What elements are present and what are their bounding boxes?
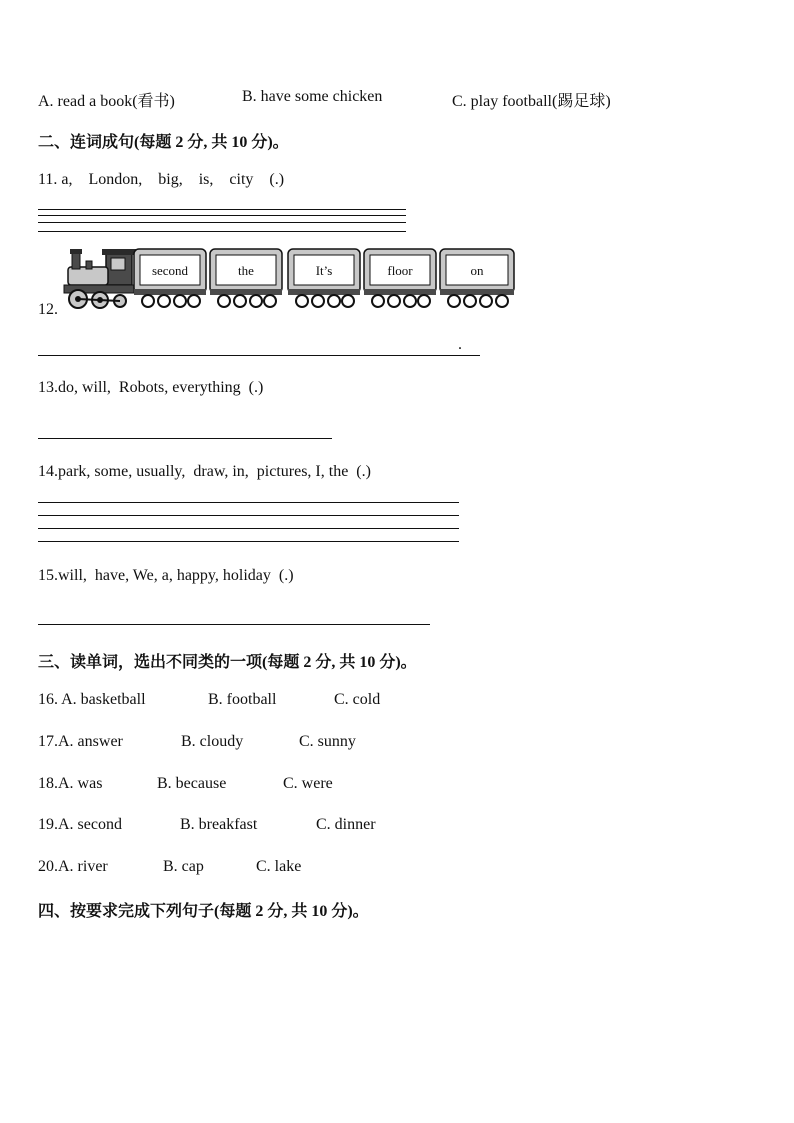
answer-line[interactable]	[38, 209, 406, 210]
answer-line[interactable]	[38, 438, 332, 439]
q20-option-c: C. lake	[256, 858, 302, 875]
q17-option-b: B. cloudy	[181, 733, 244, 750]
q18-option-a: 18.A. was	[38, 775, 103, 792]
question-11: 11. a, London, big, is, city (.)	[38, 171, 285, 188]
train-car	[288, 249, 360, 307]
option-b: B. have some chicken	[242, 88, 383, 105]
q18-option-b: B. because	[157, 775, 227, 792]
question-12-period: .	[458, 336, 462, 353]
option-c: C. play football(踢足球)	[452, 93, 611, 110]
section3-heading: 三、读单词，选出不同类的一项(每题 2 分, 共 10 分)。	[38, 654, 417, 671]
q19-option-b: B. breakfast	[180, 816, 258, 833]
train-car	[134, 249, 206, 307]
answer-line[interactable]	[38, 528, 459, 529]
answer-line[interactable]	[38, 624, 430, 625]
q19-option-a: 19.A. second	[38, 816, 122, 833]
q18-option-c: C. were	[283, 775, 333, 792]
train-car-word: It’s	[315, 263, 333, 278]
q16-option-c: C. cold	[334, 691, 381, 708]
answer-line[interactable]	[38, 231, 406, 232]
q16-option-a: 16. A. basketball	[38, 691, 146, 708]
answer-line[interactable]	[38, 355, 480, 356]
option-a: A. read a book(看书)	[38, 93, 175, 110]
answer-line[interactable]	[38, 222, 406, 223]
train-car-word: on	[470, 263, 484, 278]
q20-option-a: 20.A. river	[38, 858, 108, 875]
q19-option-c: C. dinner	[316, 816, 376, 833]
question-12-number: 12.	[38, 301, 58, 318]
train-car	[364, 249, 436, 307]
section2-heading: 二、连词成句(每题 2 分, 共 10 分)。	[38, 134, 289, 151]
question-13: 13.do, will, Robots, everything (.)	[38, 379, 264, 396]
train-car-word: floor	[387, 263, 413, 278]
steam-train-icon	[62, 245, 518, 315]
train-car	[210, 249, 282, 307]
q17-option-c: C. sunny	[299, 733, 356, 750]
q17-option-a: 17.A. answer	[38, 733, 123, 750]
answer-line[interactable]	[38, 515, 459, 516]
q20-option-b: B. cap	[163, 858, 204, 875]
train-car-word: the	[238, 263, 254, 278]
answer-line[interactable]	[38, 502, 459, 503]
section4-heading: 四、按要求完成下列句子(每题 2 分, 共 10 分)。	[38, 903, 369, 920]
train-car	[440, 249, 514, 307]
q16-option-b: B. football	[208, 691, 277, 708]
question-15: 15.will, have, We, a, happy, holiday (.)	[38, 567, 294, 584]
train-car-word: second	[151, 263, 189, 278]
question-14: 14.park, some, usually, draw, in, pictures, I, the (.)	[38, 463, 371, 480]
locomotive	[64, 249, 136, 308]
answer-line[interactable]	[38, 215, 406, 216]
answer-line[interactable]	[38, 541, 459, 542]
